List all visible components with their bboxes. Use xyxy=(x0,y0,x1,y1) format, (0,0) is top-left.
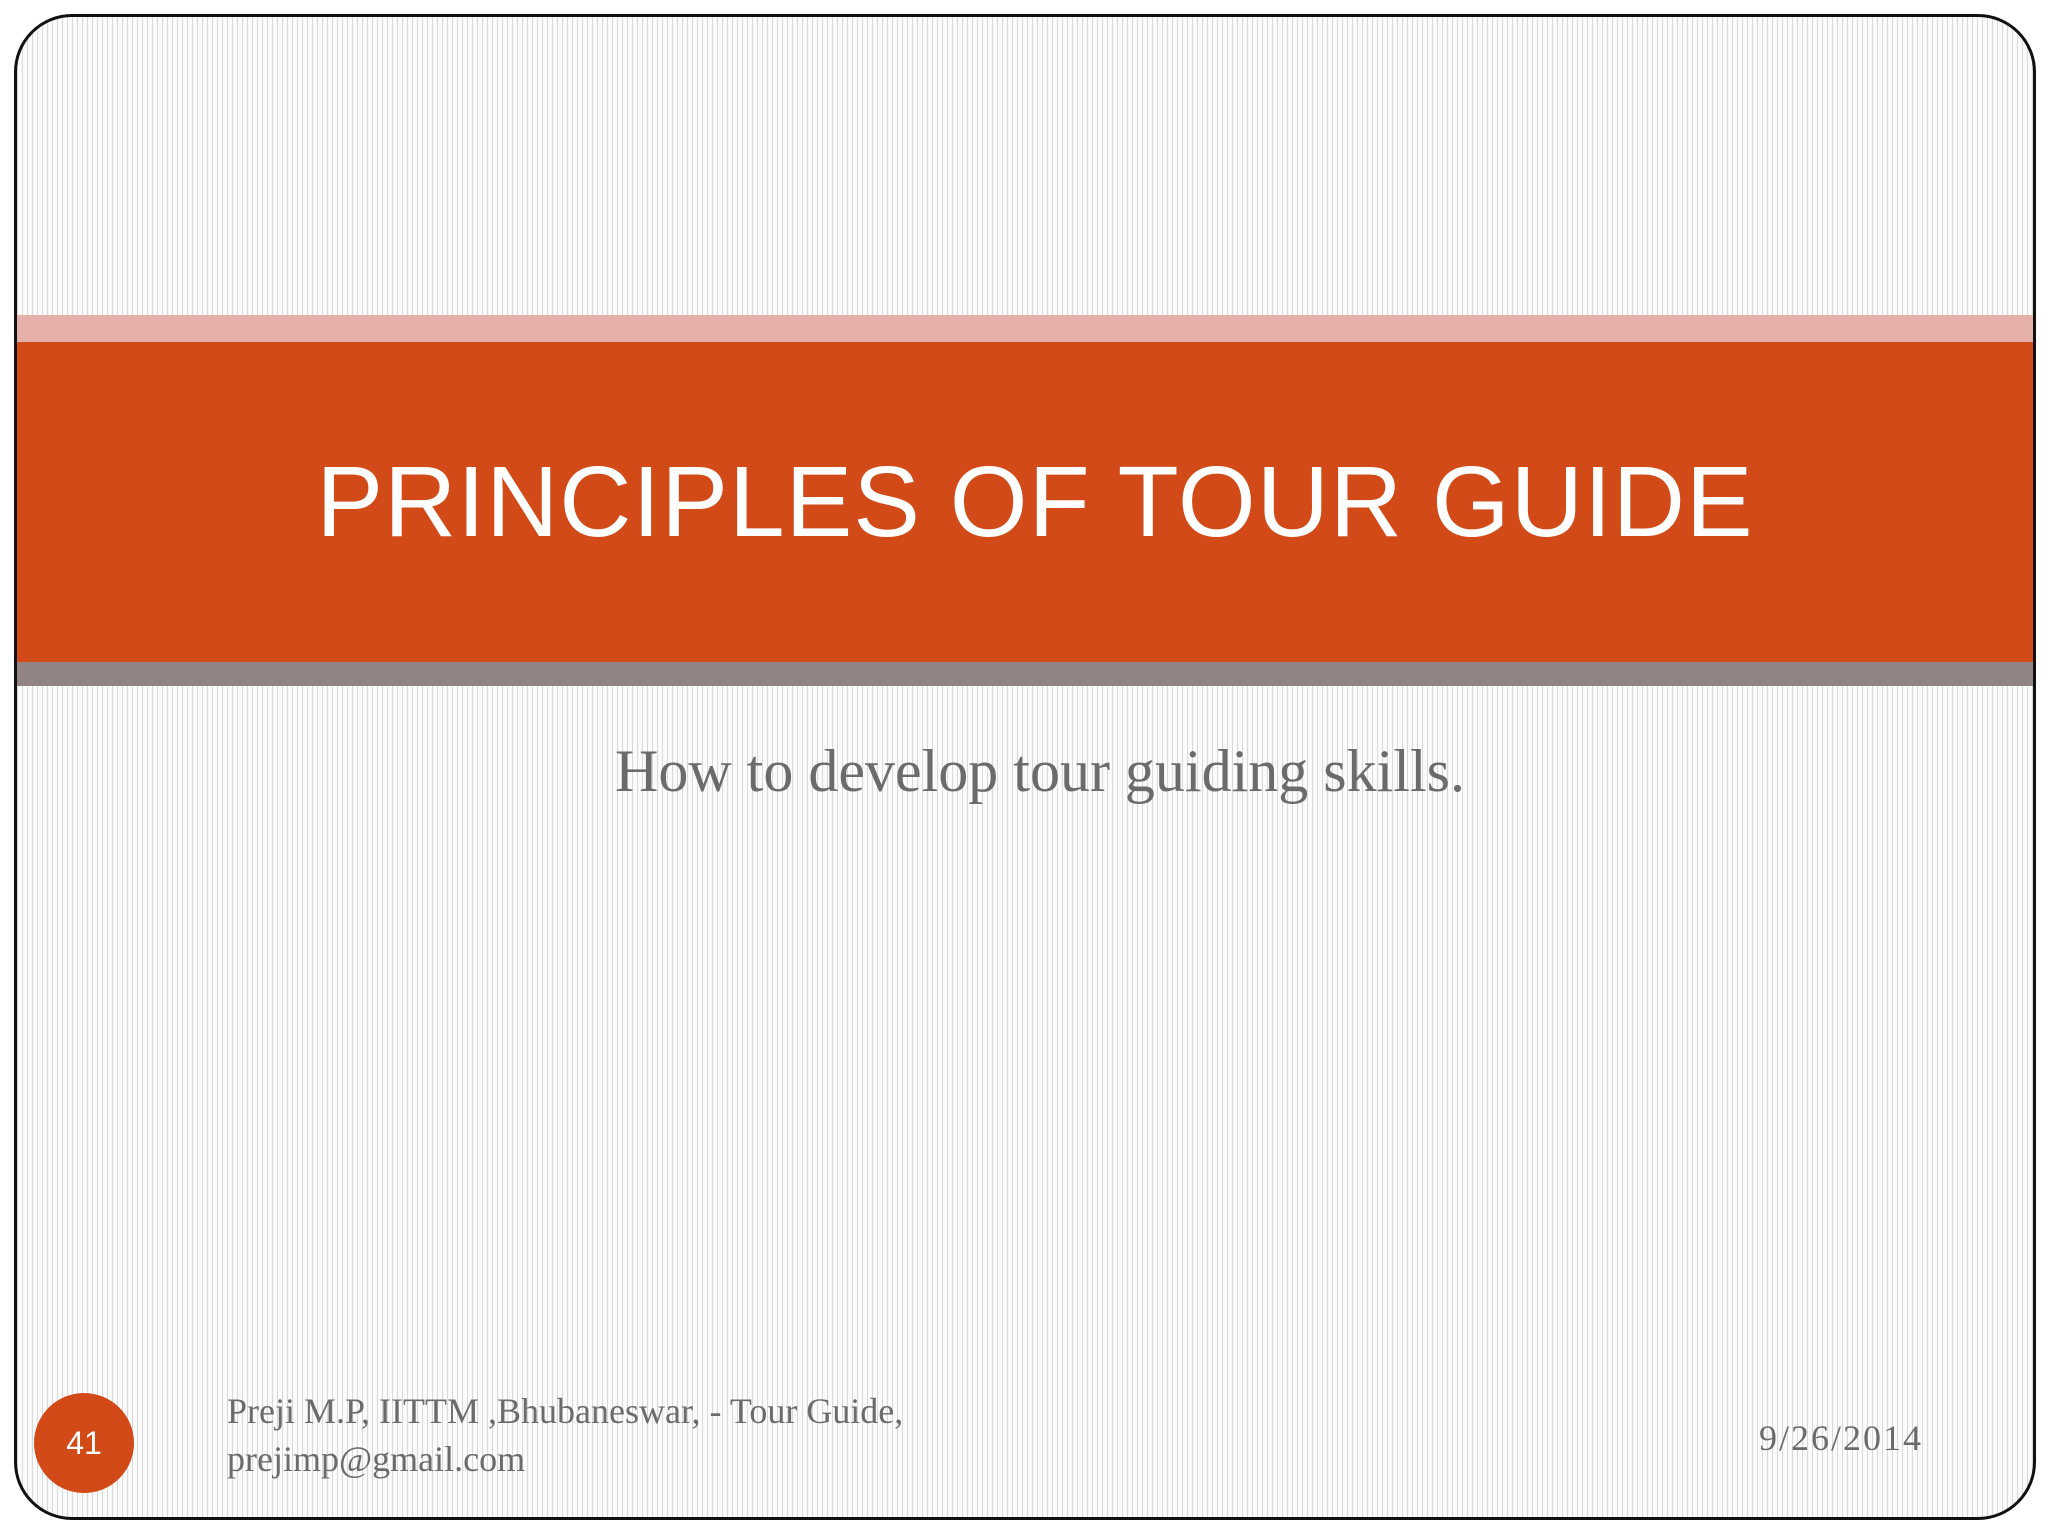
title-band-bottom-stripe xyxy=(17,662,2033,686)
slide-subtitle: How to develop tour guiding skills. xyxy=(615,738,1465,804)
footer-author: Preji M.P, IITTM ,Bhubaneswar, - Tour Guide, xyxy=(227,1391,904,1431)
slide xyxy=(14,14,2036,1520)
title-band xyxy=(17,342,2033,662)
footer-email: prejimp@gmail.com xyxy=(227,1439,526,1479)
slide-number: 41 xyxy=(66,1424,102,1461)
slide-title: PRINCIPLES OF TOUR GUIDE xyxy=(316,445,1754,558)
title-band-top-stripe xyxy=(17,315,2033,342)
footer xyxy=(227,1387,903,1483)
slide-date: 9/26/2014 xyxy=(1758,1418,1923,1458)
slide-number-badge xyxy=(34,1393,134,1493)
